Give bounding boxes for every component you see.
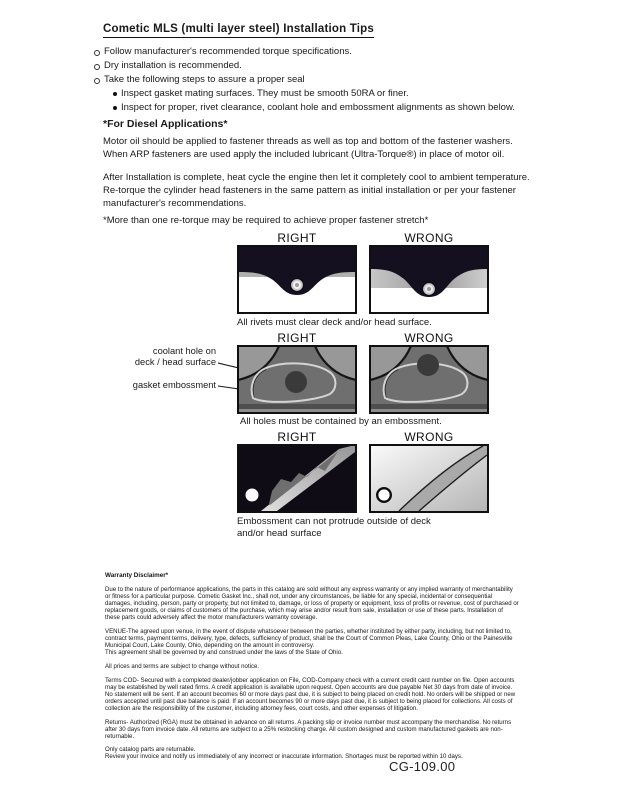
holes-right-label: RIGHT <box>277 331 317 345</box>
gasket-embossment-callout: gasket embossment <box>132 380 216 390</box>
diagram-holes-wrong <box>369 345 489 414</box>
list-item <box>94 101 544 115</box>
list-item <box>94 59 544 73</box>
coolant-hole-callout <box>108 346 216 367</box>
retorque-note: *More than one re-torque may be required to achieve proper fastener stretch* <box>103 215 429 226</box>
open-bullet-icon <box>94 64 100 70</box>
diagram-holes-right <box>237 345 357 414</box>
callout-text: coolant hole on <box>152 346 216 356</box>
embossment-right-drawing <box>239 446 355 511</box>
callout-text: deck / head surface <box>134 356 216 367</box>
tip-text: Take the following steps to assure a proper seal <box>104 74 305 85</box>
embossment-right-label: RIGHT <box>277 430 317 444</box>
venue-text: VENUE-The agreed upon venue, in the event of dispute whatsoever between the parties, whether instituted by either party, including, but not limited to, contract terms, payment terms, delivery, type, defects, sufficiency of product, shall be the Court of Common Pleas, Lake County, Ohio or the Painesville Municipal Court, Lake County, Ohio, depending on the amount in controversy. <box>105 628 513 650</box>
rivet-wrong-drawing <box>371 247 487 312</box>
list-item <box>94 73 544 87</box>
warranty-paragraph: Returns- Authorized (RGA) must be obtained in advance on all returns. A packing slip or invoice number must accompany the merchandise. No returns after 30 days from invoice date. All returns are subject to a 25% restocking charge. All custom designed and custom manufactured gaskets are non-returnable. <box>105 718 512 740</box>
holes-wrong-drawing <box>371 347 487 412</box>
diesel-applications-heading: *For Diesel Applications* <box>103 118 228 130</box>
tip-text: Dry installation is recommended. <box>104 60 242 71</box>
diesel-paragraph: After Installation is complete, heat cycle the engine then let it completely cool to ambient temperature. Re-torque the cylinder head fasteners in the same pattern as initial installation or per your fastener manufacturer's recommendations. <box>103 172 530 209</box>
open-bullet-icon <box>94 50 100 56</box>
diagram-rivets-wrong <box>369 245 489 314</box>
embossment-wrong-label: WRONG <box>404 430 454 444</box>
diagram-embossment-wrong <box>369 444 489 513</box>
solid-bullet-icon <box>113 106 117 110</box>
solid-bullet-icon <box>113 92 117 96</box>
page-number: CG-109.00 <box>389 759 456 774</box>
tip-text: Inspect for proper, rivet clearance, coolant hole and embossment alignments as shown below. <box>121 102 515 113</box>
rivets-caption: All rivets must clear deck and/or head surface. <box>237 317 432 328</box>
diesel-paragraph: Motor oil should be applied to fastener threads as well as top and bottom of the fastener washers. When ARP fasteners are used apply the included lubricant (Ultra-Torque®) in place of motor oil. <box>103 136 513 160</box>
rivets-wrong-label: WRONG <box>404 231 454 245</box>
warranty-paragraph: Terms COD- Secured with a completed dealer/jobber application on File, COD-Company check with a current credit card number on file. Open accounts may be established by well rated firms. A credit application is available upon request. Open accounts are due payable Net 30 days from date of invoice. No statement will be sent. If an account becomes 60 or more days past due, it is subject to being placed on credit hold. No orders will be shipped or new orders accepted until past due balance is paid. If an account becomes 90 or more days past due, it is subject to being placed for collections. All costs of collection are the responsibility of the customer, including attorney fees, court costs, and other expenses of litigation. <box>105 676 516 712</box>
warranty-disclaimer <box>105 572 519 767</box>
warranty-paragraph <box>105 746 519 760</box>
list-item <box>94 87 544 101</box>
holes-right-drawing <box>239 347 355 412</box>
holes-wrong-label: WRONG <box>404 331 454 345</box>
diagram-embossment-right <box>237 444 357 513</box>
page-title: Cometic MLS (multi layer steel) Installation Tips <box>103 23 374 38</box>
rivets-right-label: RIGHT <box>277 231 317 245</box>
open-bullet-icon <box>94 78 100 84</box>
tip-text: Follow manufacturer's recommended torque specifications. <box>104 46 352 57</box>
returnable-text: Only catalog parts are returnable. <box>105 746 196 754</box>
installation-tips-list <box>94 45 544 115</box>
embossment-wrong-drawing <box>371 446 487 511</box>
tip-text: Inspect gasket mating surfaces. They must be smooth 50RA or finer. <box>121 88 409 99</box>
warranty-paragraph <box>105 628 519 656</box>
holes-caption: All holes must be contained by an embossment. <box>240 416 442 427</box>
diagram-rivets-right <box>237 245 357 314</box>
rivet-right-drawing <box>239 247 355 312</box>
review-invoice-text: Review your invoice and notify us immediately of any incorrect or inaccurate information. Shortages must be reported within 10 days. <box>105 753 463 761</box>
warranty-heading: Warranty Disclaimer* <box>105 572 169 579</box>
embossment-caption: Embossment can not protrude outside of deck and/or head surface <box>237 516 431 539</box>
list-item <box>94 45 544 59</box>
warranty-paragraph: Due to the nature of performance applications, the parts in this catalog are sold without any express warranty or any implied warranty of merchantability or fitness for a particular purpose. Cometic Gasket Inc., shall not, under any circumstances, be liable for any special, incidental or consequential damages, including, person, party or property, but not limited to, damage, or loss of property or equipment, loss of profits or revenue, cost of purchased or replacement goods, or claims of customers of the purchase, which may arise and/or result from sale, installation or use of these parts. Installation of these parts could adversely affect the motor manufacturers warranty coverage. <box>105 586 519 622</box>
governing-law-text: This agreement shall be governed by and construed under the laws of the State of Ohio. <box>105 649 343 657</box>
warranty-paragraph: All prices and terms are subject to change without notice. <box>105 662 260 670</box>
